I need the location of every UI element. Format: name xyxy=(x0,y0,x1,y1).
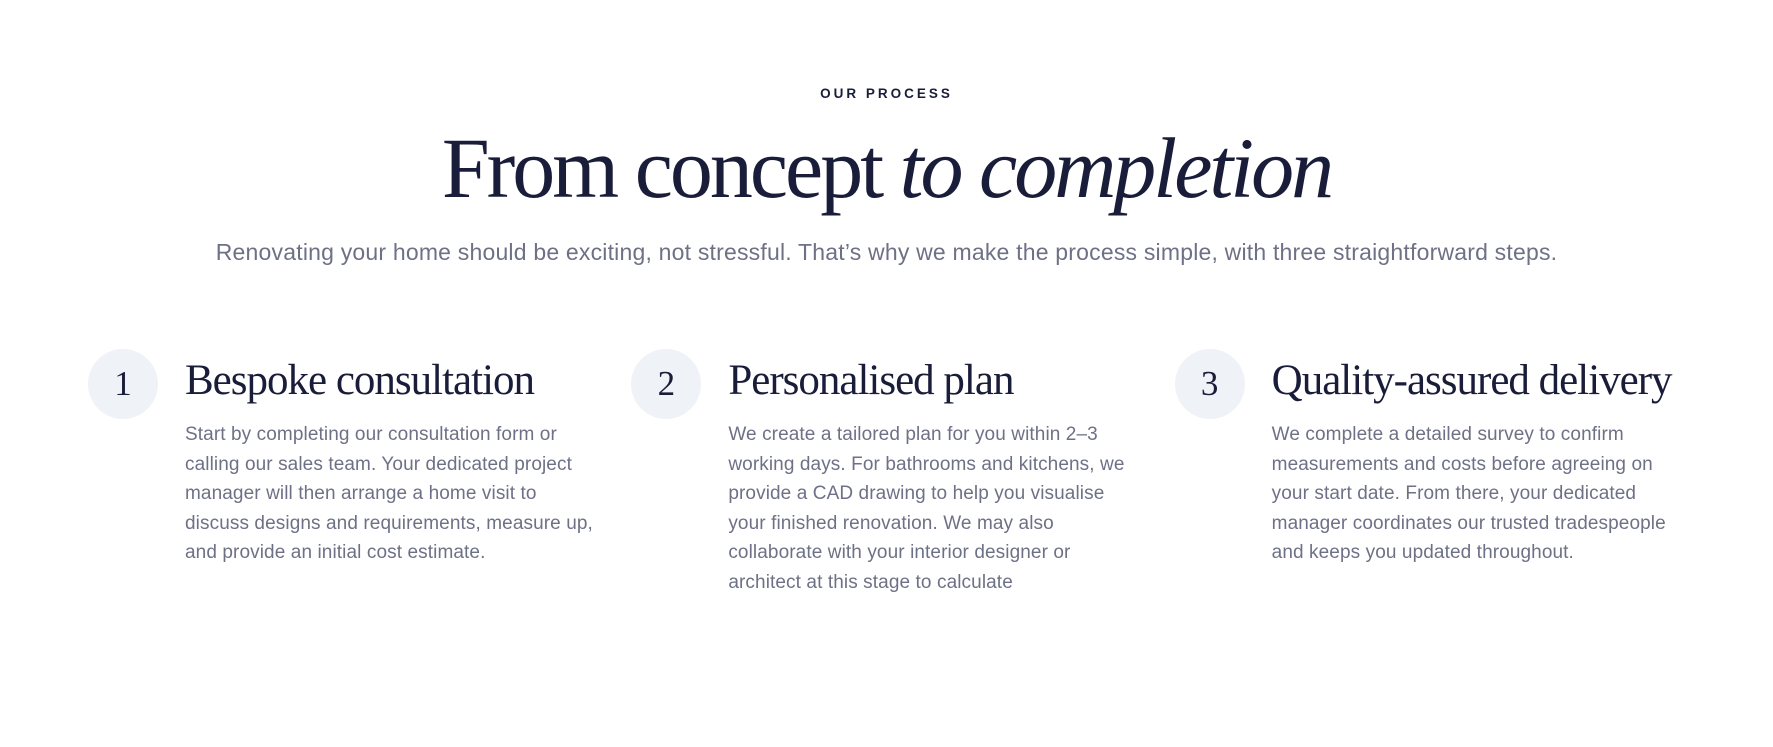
step-title: Personalised plan xyxy=(728,356,1014,404)
step-number: 3 xyxy=(1200,363,1219,403)
step-description: We create a tailored plan for you within 2–3 working days. For bathrooms and kitchens, we provide a CAD drawing to help you visualise your finished renovation. We may also collaborate with your interior designer or architect at this stage to calculate xyxy=(728,424,1125,593)
heading-italic-text: to completion xyxy=(899,120,1332,216)
eyebrow-label: OUR PROCESS xyxy=(820,86,953,101)
step-item-3 xyxy=(1175,347,1685,597)
heading-regular-text: From concept xyxy=(441,120,900,216)
step-item-1 xyxy=(88,347,598,597)
step-number: 1 xyxy=(114,363,132,403)
step-number: 2 xyxy=(657,363,676,403)
step-content-3 xyxy=(1272,347,1685,568)
step-content-2 xyxy=(728,347,1141,597)
section-heading xyxy=(0,120,1773,216)
step-title: Bespoke consultation xyxy=(185,356,535,404)
section-header xyxy=(0,86,1773,268)
section-subtitle: Renovating your home should be exciting, not stressful. That’s why we make the process simple, with three straightforward steps. xyxy=(215,239,1558,265)
step-description: We complete a detailed survey to confirm measurements and costs before agreeing on your start date. From there, your dedicated manager coordinates our trusted tradespeople and keeps you updated throughout. xyxy=(1271,424,1666,564)
step-number-badge-2 xyxy=(631,349,701,419)
step-title: Quality-assured delivery xyxy=(1271,356,1672,404)
step-number-badge-3 xyxy=(1175,349,1245,419)
steps-row xyxy=(0,347,1773,597)
step-number-badge-1 xyxy=(88,349,158,419)
step-content-1 xyxy=(185,347,598,568)
step-description: Start by completing our consultation form or calling our sales team. Your dedicated project manager will then arrange a home visit to discuss designs and requirements, measure up, and provide an initial cost estimate. xyxy=(185,424,593,564)
step-item-2 xyxy=(631,347,1141,597)
